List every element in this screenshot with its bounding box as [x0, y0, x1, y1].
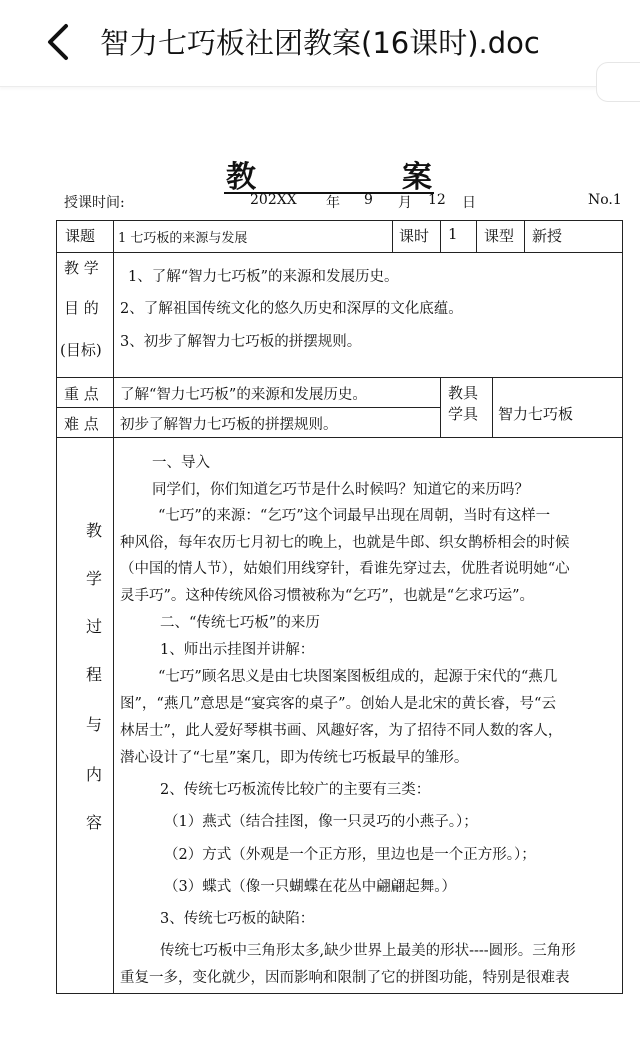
process-label-char: 与	[85, 715, 102, 734]
difficulty-text: 初步了解智力七巧板的拼摆规则。	[120, 417, 338, 433]
document-title: 智力七巧板社团教案(16课时).doc	[100, 26, 540, 60]
heading-char-1: 教	[226, 160, 256, 195]
key-text: 了解“智力七巧板”的来源和发展历史。	[120, 387, 367, 403]
meta-number: No.1	[588, 192, 622, 208]
process-line: （1）燕式（结合挂图，像一只灵巧的小燕子。）；	[164, 814, 478, 830]
process-line: 灵手巧”。这种传统风俗习惯被称为“乞巧”，也就是“乞求巧运”。	[120, 588, 535, 604]
type-value: 新授	[532, 227, 563, 245]
heading-char-2: 案	[402, 160, 432, 195]
process-line: （中国的情人节），姑娘们用线穿针，看谁先穿过去，优胜者说明她“心	[120, 561, 570, 577]
top-bar	[0, 0, 640, 87]
process-line: 同学们，你们知道乞巧节是什么时候吗？知道它的来历吗？	[152, 482, 529, 498]
corner-handle	[596, 62, 640, 102]
document-page	[0, 100, 640, 1058]
teach-time-label: 授课时间:	[64, 195, 125, 211]
process-line: “七巧”顾名思义是由七块图案图板组成的，起源于宋代的“燕几	[158, 669, 558, 685]
key-label: 重 点	[64, 385, 99, 403]
hours-value: 1	[448, 225, 458, 243]
process-label-char: 内	[85, 765, 102, 784]
process-line: 潜心设计了“七星”案几，即为传统七巧板最早的雏形。	[120, 750, 469, 766]
tools-label-2: 学具	[448, 405, 479, 423]
back-button[interactable]	[38, 20, 82, 64]
process-line: （2）方式（外观是一个正方形，里边也是一个正方形。）；	[164, 847, 536, 863]
objective-item: 2、了解祖国传统文化的悠久历史和深厚的文化底蕴。	[120, 301, 463, 317]
meta-day-unit: 日	[462, 195, 476, 211]
hours-label: 课时	[399, 227, 430, 245]
type-label: 课型	[484, 227, 515, 245]
difficulty-label: 难 点	[64, 415, 99, 433]
process-line: 3、传统七巧板的缺陷：	[160, 911, 315, 927]
objective-item: 3、初步了解智力七巧板的拼摆规则。	[120, 334, 362, 350]
process-label-char: 过	[85, 617, 102, 636]
process-line: 重复一多，变化就少，因而影响和限制了它的拼图功能，特别是很难表	[120, 970, 570, 986]
meta-year-unit: 年	[326, 195, 340, 211]
process-line: 林居士”，此人爱好琴棋书画、风趣好客，为了招待不同人数的客人，	[120, 723, 563, 739]
process-line: 种风俗，每年农历七月初七的晚上，也就是牛郎、织女鹊桥相会的时候	[120, 535, 570, 551]
process-line: 1、师出示挂图并讲解：	[160, 642, 315, 658]
chevron-left-icon	[38, 20, 82, 64]
process-line: 传统七巧板中三角形太多,缺少世界上最美的形状----圆形。三角形	[160, 943, 576, 959]
process-line: （3）蝶式（像一只蝴蝶在花丛中翩翩起舞。）	[164, 879, 456, 895]
process-label-char: 教	[85, 521, 102, 540]
meta-month: 9	[364, 192, 373, 208]
process-line: 一、导入	[152, 455, 210, 471]
process-label-char: 容	[85, 813, 102, 832]
objectives-label-2: 目 的	[64, 299, 99, 317]
meta-month-unit: 月	[398, 195, 412, 211]
topic-value: 1 七巧板的来源与发展	[118, 231, 248, 246]
tools-label-1: 教具	[448, 384, 479, 402]
meta-year: 202XX	[250, 192, 297, 208]
process-line: 图”，“燕几”意思是“宴宾客的桌子”。创始人是北宋的黄长睿，号“云	[120, 696, 556, 712]
process-label-char: 学	[85, 569, 102, 588]
process-line: 二、“传统七巧板”的来历	[160, 615, 320, 631]
tools-value: 智力七巧板	[498, 405, 574, 423]
objectives-label-3: (目标)	[60, 341, 102, 359]
objectives-label-1: 教 学	[64, 259, 99, 277]
meta-day: 12	[428, 192, 446, 208]
process-label-char: 程	[85, 665, 102, 684]
objective-item: 1、了解“智力七巧板”的来源和发展历史。	[128, 269, 399, 285]
process-line: 2、传统七巧板流传比较广的主要有三类：	[160, 782, 431, 798]
topic-label: 课题	[65, 227, 96, 245]
process-line: “七巧”的来源：“乞巧”这个词最早出现在周朝，当时有这样一	[158, 508, 551, 524]
